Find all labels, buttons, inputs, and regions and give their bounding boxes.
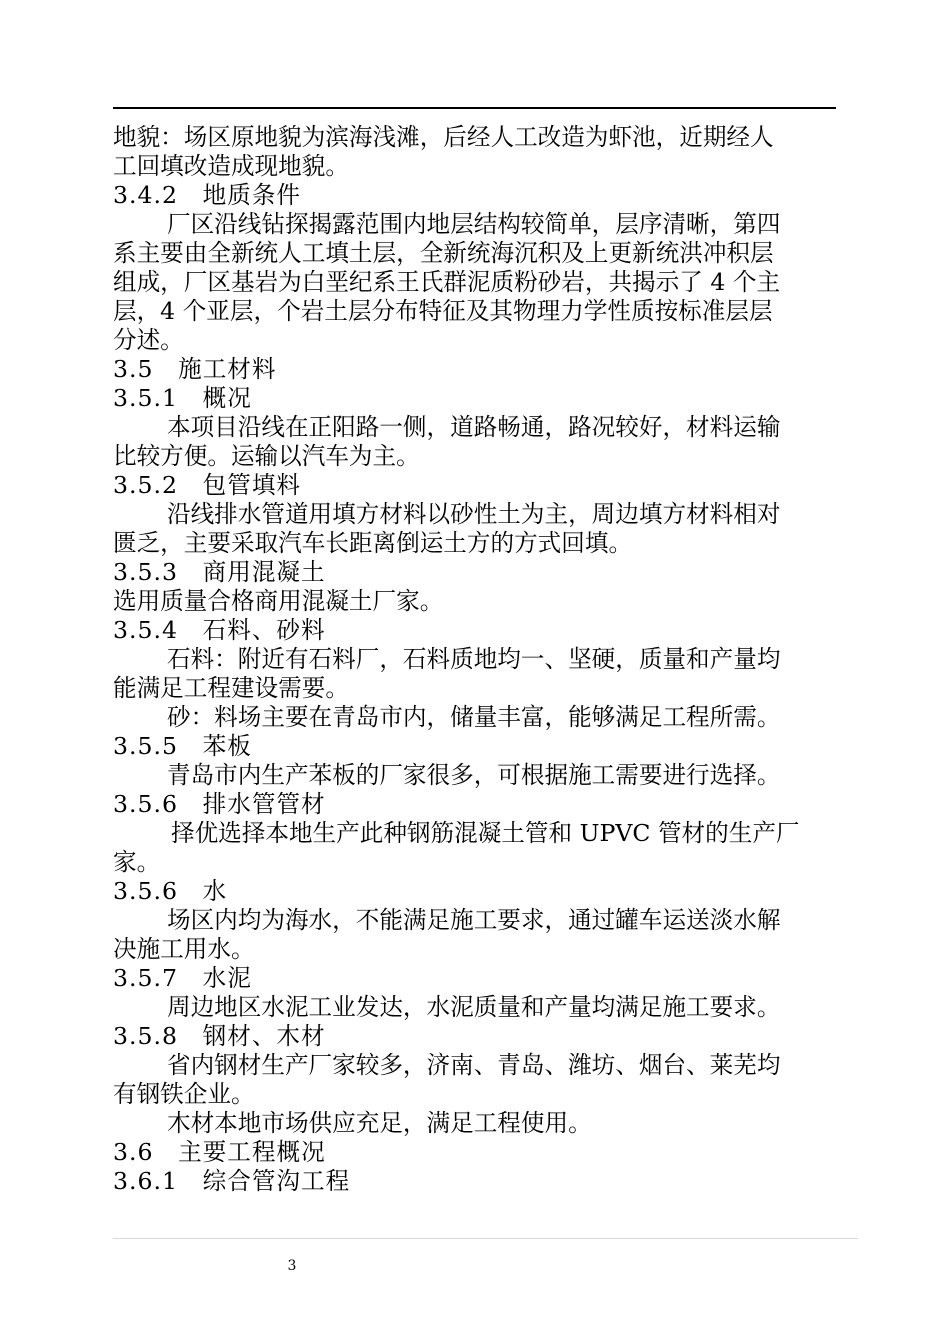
paragraph-line: 青岛市内生产苯板的厂家很多，可根据施工需要进行选择。 [167, 761, 781, 789]
paragraph-line: 本项目沿线在正阳路一侧，道路畅通，路况较好，材料运输 [167, 413, 781, 441]
paragraph-line: 选用质量合格商用混凝土厂家。 [113, 587, 444, 615]
section-heading: 3.5.8 钢材、木材 [113, 1022, 326, 1050]
section-heading: 3.4.2 地质条件 [113, 181, 302, 209]
page-number: 3 [287, 1258, 297, 1274]
paragraph-line: 组成，厂区基岩为白垩纪系王氏群泥质粉砂岩，共揭示了 4 个主 [113, 268, 781, 296]
section-heading: 3.6 主要工程概况 [113, 1138, 326, 1166]
paragraph-line: 层，4 个亚层，个岩土层分布特征及其物理力学性质按标准层层 [113, 297, 773, 325]
section-heading: 3.5.7 水泥 [113, 964, 252, 992]
paragraph-line: 沿线排水管道用填方材料以砂性土为主，周边填方材料相对 [167, 500, 781, 528]
paragraph-line: 系主要由全新统人工填土层，全新统海沉积及上更新统洪冲积层 [113, 239, 774, 267]
section-heading: 3.5.4 石料、砂料 [113, 616, 326, 644]
paragraph-line: 有钢铁企业。 [113, 1080, 255, 1108]
paragraph-line: 省内钢材生产厂家较多，济南、青岛、潍坊、烟台、莱芜均 [167, 1051, 781, 1079]
paragraph-line: 匮乏，主要采取汽车长距离倒运土方的方式回填。 [113, 529, 633, 557]
section-heading: 3.5.6 水 [113, 877, 228, 905]
paragraph-line: 周边地区水泥工业发达，水泥质量和产量均满足施工要求。 [167, 993, 781, 1021]
paragraph-line: 择优选择本地生产此种钢筋混凝土管和 UPVC 管材的生产厂 [171, 819, 800, 847]
paragraph-line: 决施工用水。 [113, 935, 255, 963]
paragraph-line: 比较方便。运输以汽车为主。 [113, 442, 420, 470]
paragraph-line: 工回填改造成现地貌。 [113, 152, 349, 180]
paragraph-line: 地貌：场区原地貌为滨海浅滩，后经人工改造为虾池，近期经人 [113, 123, 774, 151]
paragraph-line: 木材本地市场供应充足，满足工程使用。 [167, 1109, 592, 1137]
paragraph-line: 石料：附近有石料厂，石料质地均一、坚硬，质量和产量均 [167, 645, 781, 673]
paragraph-line: 场区内均为海水，不能满足施工要求，通过罐车运送淡水解 [167, 906, 781, 934]
section-heading: 3.5.5 苯板 [113, 732, 252, 760]
document-body [113, 123, 843, 1196]
header-rule [113, 107, 836, 109]
paragraph-line: 家。 [113, 848, 161, 876]
section-heading: 3.6.1 综合管沟工程 [113, 1167, 351, 1195]
section-heading: 3.5.3 商用混凝土 [113, 558, 326, 586]
section-heading: 3.5.6 排水管管材 [113, 790, 326, 818]
section-heading: 3.5 施工材料 [113, 355, 277, 383]
footer-rule [113, 1238, 858, 1239]
paragraph-line: 厂区沿线钻探揭露范围内地层结构较简单，层序清晰，第四 [167, 210, 781, 238]
section-heading: 3.5.2 包管填料 [113, 471, 302, 499]
section-heading: 3.5.1 概况 [113, 384, 252, 412]
paragraph-line: 砂：料场主要在青岛市内，储量丰富，能够满足工程所需。 [167, 703, 781, 731]
paragraph-line: 分述。 [113, 326, 184, 354]
paragraph-line: 能满足工程建设需要。 [113, 674, 349, 702]
